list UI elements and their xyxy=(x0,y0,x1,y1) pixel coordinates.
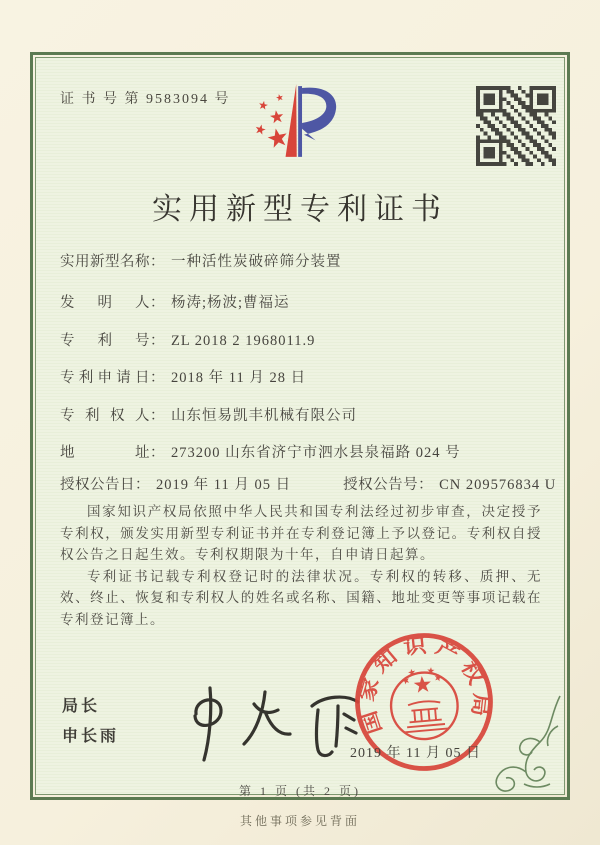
field-label: 地址 xyxy=(60,445,150,461)
field-colon: ： xyxy=(150,408,165,424)
field-label: 实用新型名称 xyxy=(60,254,150,270)
field-colon: ： xyxy=(135,477,150,493)
field-value: 273200 山东省济宁市泗水县泉福路 024 号 xyxy=(171,445,461,461)
grant-no-value: CN 209576834 U xyxy=(439,477,557,493)
legal-paragraphs xyxy=(60,501,542,630)
field-value: 2018 年 11 月 28 日 xyxy=(171,370,307,386)
grant-date-label: 授权公告日 xyxy=(60,477,135,493)
field-colon: ： xyxy=(150,295,165,311)
paragraph-grant-statement: 国家知识产权局依照中华人民共和国专利法经过初步审查，决定授予专利权，颁发实用新型专利证书并在专利登记簿上予以登记。专利权自授权公告之日起生效。专利权期限为十年，自申请日起算。 xyxy=(60,504,542,562)
field-colon: ： xyxy=(418,477,434,493)
certificate-number: 证 书 号 第 9583094 号 xyxy=(60,92,231,107)
field-label: 专利号 xyxy=(60,333,150,349)
national-emblem-icon xyxy=(388,665,460,742)
field-row-grant xyxy=(60,473,557,494)
field-row-patentee xyxy=(60,404,540,425)
field-label: 发明人 xyxy=(60,295,150,311)
corner-flourish-ornament xyxy=(480,686,566,796)
certificate-inner-area xyxy=(35,57,565,798)
field-value: 杨涛;杨波;曹福运 xyxy=(171,295,290,311)
field-label: 专利权人 xyxy=(60,408,150,424)
cnipa-logo-icon xyxy=(240,70,366,172)
seal-date: 2019 年 11 月 05 日 xyxy=(350,746,481,761)
commissioner-title: 局长 xyxy=(62,698,101,715)
field-row-inventors xyxy=(60,291,540,312)
page-number: 第 1 页 (共 2 页) xyxy=(239,784,361,798)
field-colon: ： xyxy=(150,254,165,270)
grant-date-value: 2019 年 11 月 05 日 xyxy=(156,477,292,493)
back-note: 其他事项参见背面 xyxy=(239,814,360,828)
field-colon: ： xyxy=(150,370,165,386)
commissioner-block xyxy=(62,692,119,752)
field-value: 一种活性炭破碎筛分装置 xyxy=(171,254,342,270)
field-value: 山东恒易凯丰机械有限公司 xyxy=(171,408,357,424)
grant-no-label: 授权公告号 xyxy=(343,477,419,493)
field-value: ZL 2018 2 1968011.9 xyxy=(171,333,316,349)
commissioner-name: 申长雨 xyxy=(62,728,120,745)
certificate-border xyxy=(30,52,570,800)
paragraph-register-statement: 专利证书记载专利权登记时的法律状况。专利权的转移、质押、无效、终止、恢复和专利权人的姓名或名称、国籍、地址变更等事项记载在专利登记簿上。 xyxy=(60,568,542,627)
field-row-filing-date xyxy=(60,366,540,387)
seal-ring-text: 国家知识产权局 xyxy=(356,634,492,737)
field-label: 专利申请日 xyxy=(60,370,150,386)
qr-code-pattern xyxy=(476,86,556,166)
commissioner-signature xyxy=(166,680,376,770)
qr-code xyxy=(476,86,556,166)
field-row-name xyxy=(60,250,540,271)
certificate-title: 实用新型专利证书 xyxy=(152,193,448,226)
field-colon: ： xyxy=(150,333,165,349)
field-row-address xyxy=(60,441,540,462)
field-row-patent-no xyxy=(60,329,540,350)
field-colon: ： xyxy=(150,445,165,461)
